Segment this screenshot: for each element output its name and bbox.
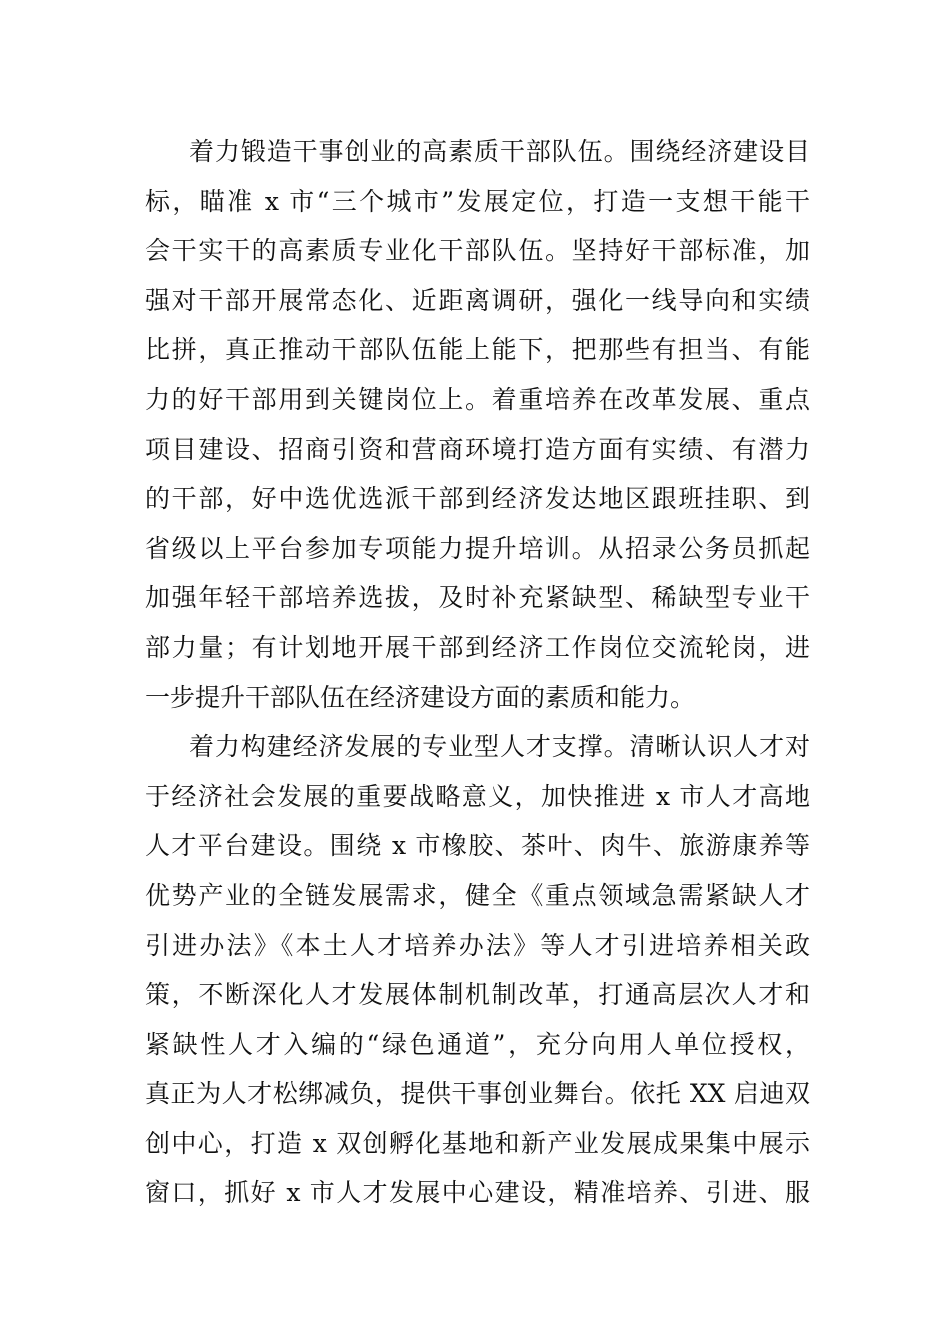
text-line: 标，瞄准 x 市“三个城市”发展定位，打造一支想干能干 (145, 186, 810, 216)
text-line: 着力构建经济发展的专业型人才支撑。清晰认识人才对 (189, 732, 810, 762)
text-line: 加强年轻干部培养选拔，及时补充紧缺型、稀缺型专业干 (145, 583, 810, 613)
text-line: 紧缺性人才入编的“绿色通道”，充分向用人单位授权， (145, 1029, 810, 1059)
text-line: 部力量；有计划地开展干部到经济工作岗位交流轮岗，进 (145, 632, 810, 662)
text-line: 于经济社会发展的重要战略意义，加快推进 x 市人才高地 (145, 781, 810, 811)
text-line: 比拼，真正推动干部队伍能上能下，把那些有担当、有能 (145, 335, 810, 365)
text-line: 的干部，好中选优选派干部到经济发达地区跟班挂职、到 (145, 484, 810, 514)
paragraph-cadre-team (145, 127, 810, 722)
text-line: 省级以上平台参加专项能力提升培训。从招录公务员抓起 (145, 533, 810, 563)
text-line: 强对干部开展常态化、近距离调研，强化一线导向和实绩 (145, 285, 810, 315)
text-line: 窗口，抓好 x 市人才发展中心建设，精准培养、引进、服 (145, 1178, 810, 1208)
text-line: 优势产业的全链发展需求，健全《重点领域急需紧缺人才 (145, 880, 810, 910)
text-line: 创中心，打造 x 双创孵化基地和新产业发展成果集中展示 (145, 1128, 810, 1158)
text-line: 引进办法》《本土人才培养办法》等人才引进培养相关政 (145, 930, 810, 960)
text-line: 一步提升干部队伍在经济建设方面的素质和能力。 (145, 682, 696, 712)
text-line: 着力锻造干事创业的高素质干部队伍。围绕经济建设目 (189, 137, 810, 166)
text-line: 会干实干的高素质专业化干部队伍。坚持好干部标准，加 (145, 236, 810, 266)
body-text (145, 127, 810, 1218)
text-line: 项目建设、招商引资和营商环境打造方面有实绩、有潜力 (145, 434, 810, 464)
paragraph-talent-support (145, 722, 810, 1218)
text-line: 真正为人才松绑减负，提供干事创业舞台。依托 XX 启迪双 (145, 1079, 810, 1109)
text-line: 人才平台建设。围绕 x 市橡胶、茶叶、肉牛、旅游康养等 (145, 831, 810, 861)
text-line: 力的好干部用到关键岗位上。着重培养在改革发展、重点 (145, 384, 810, 414)
text-line: 策，不断深化人才发展体制机制改革，打通高层次人才和 (145, 980, 810, 1010)
